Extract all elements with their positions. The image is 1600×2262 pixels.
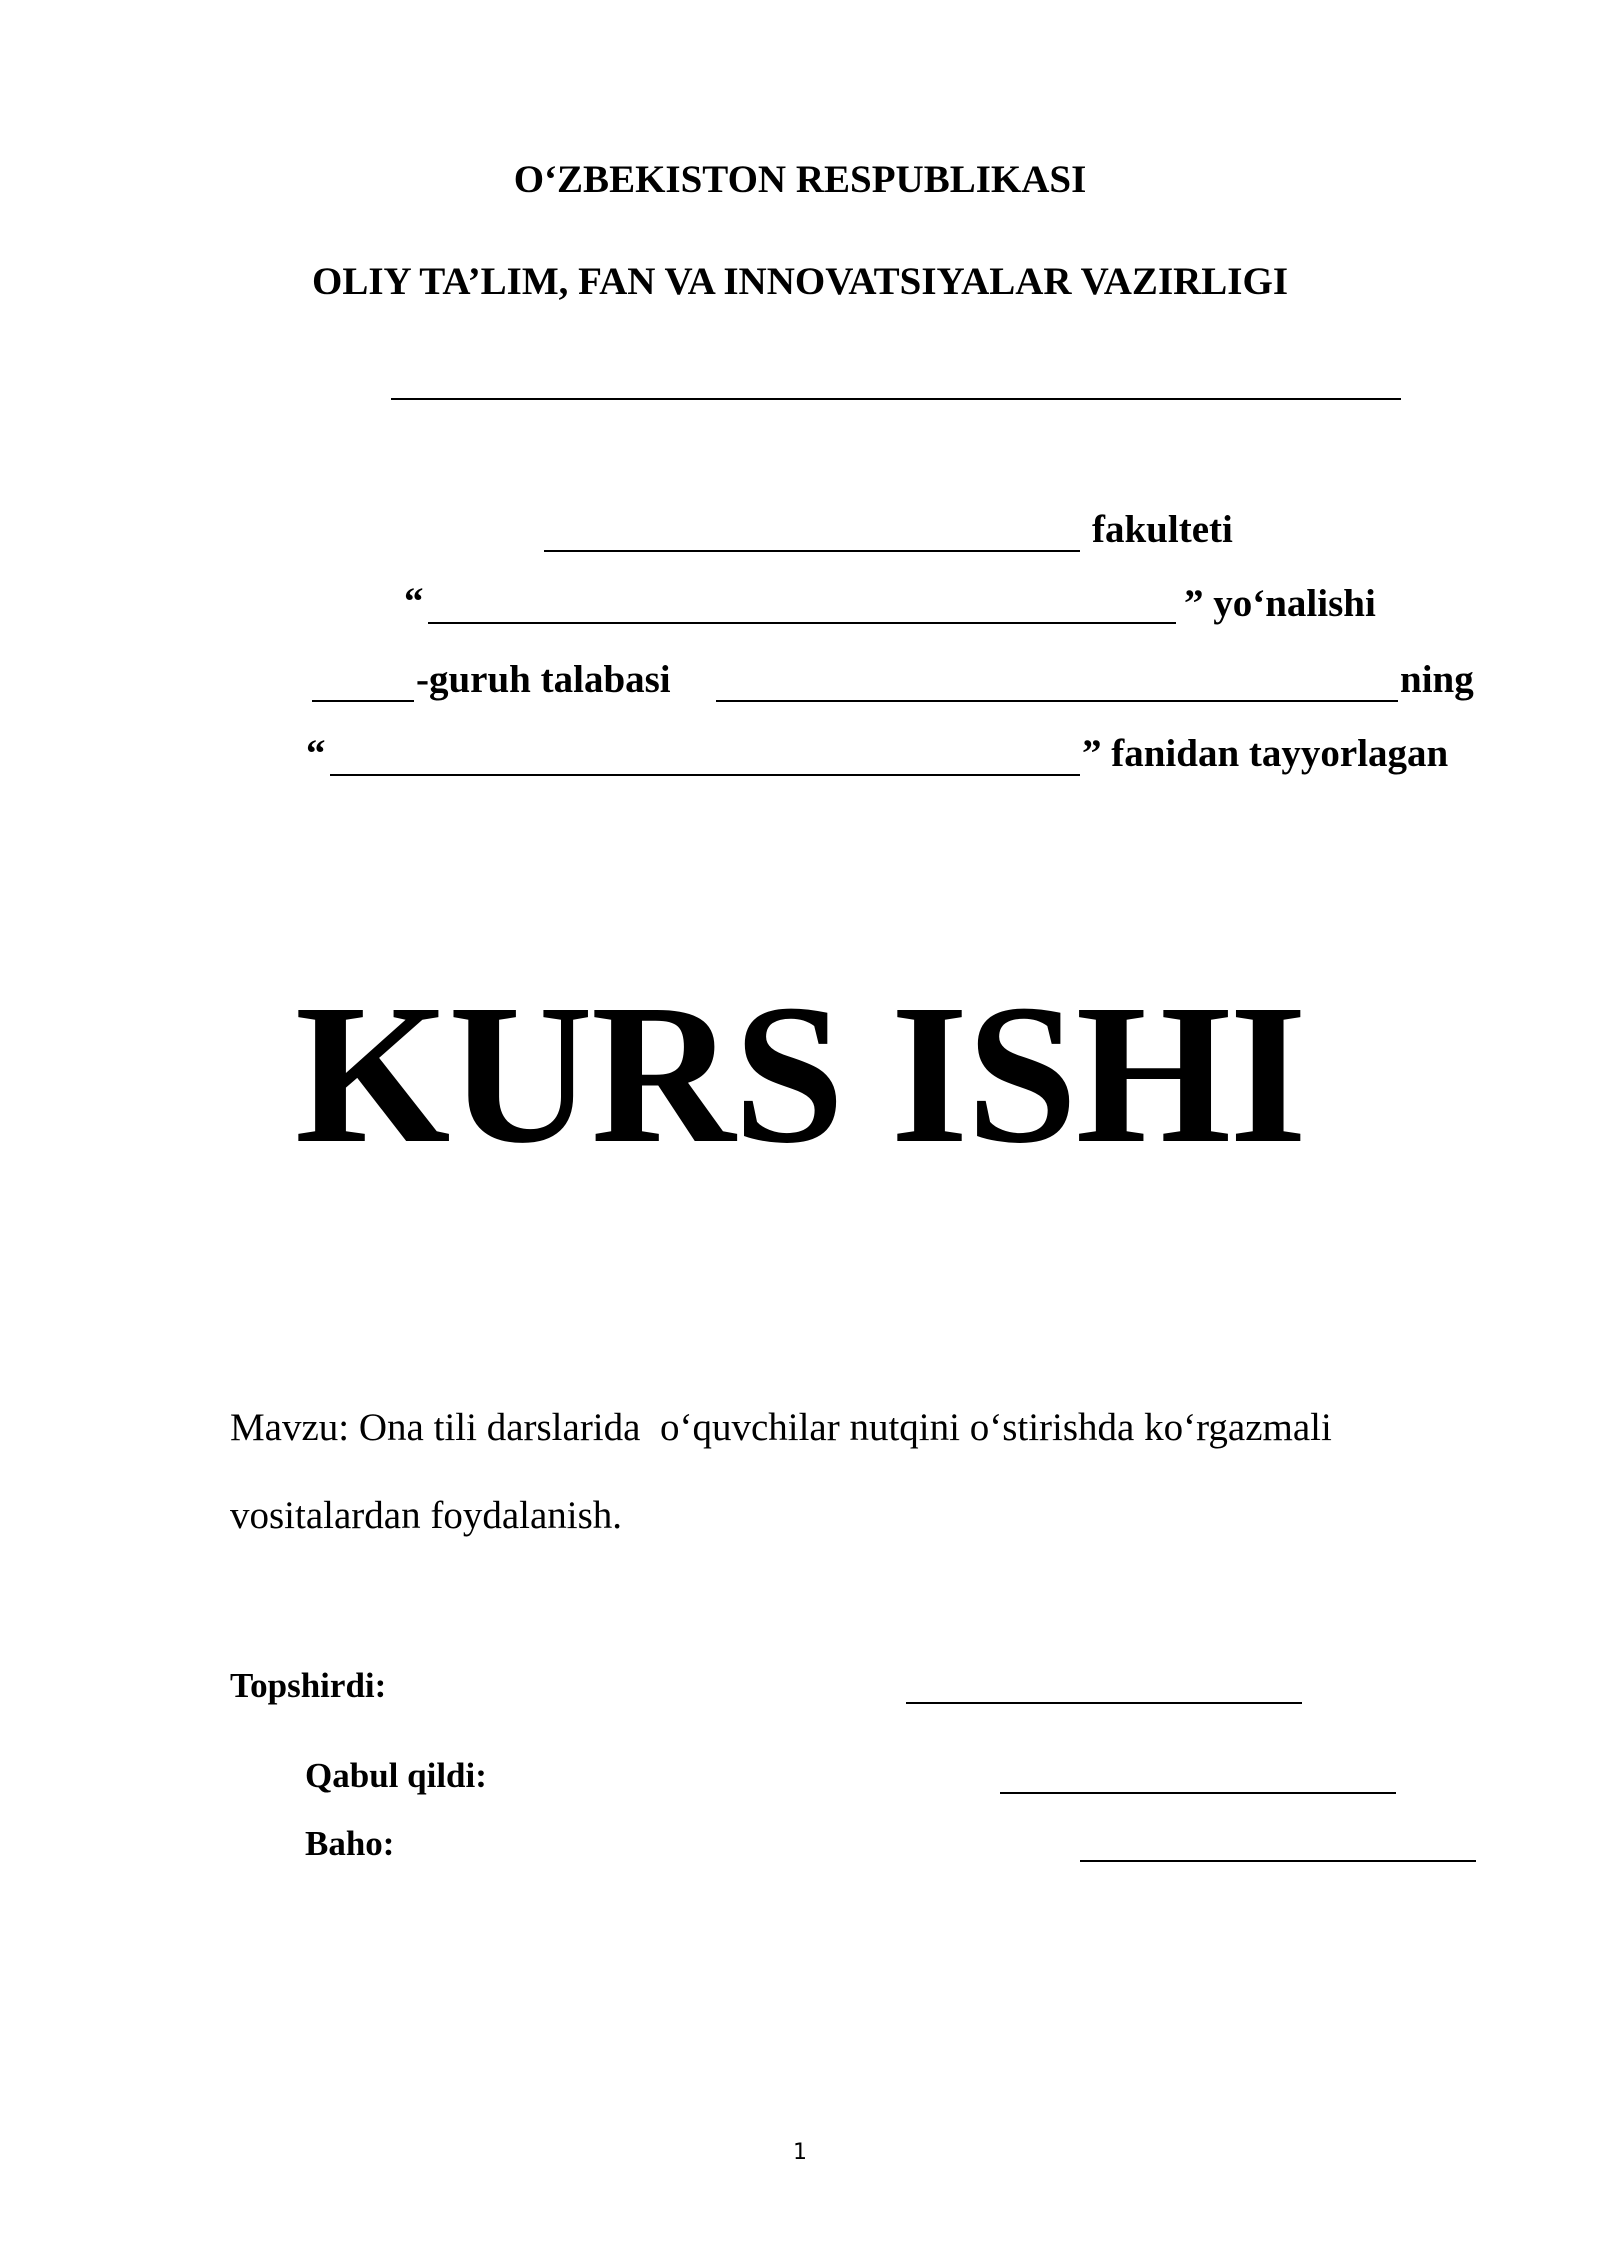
page-number: 1 xyxy=(793,2140,807,2165)
university-blank-line xyxy=(391,398,1401,400)
accepted-blank-line xyxy=(1000,1792,1396,1794)
faculty-blank-line xyxy=(544,550,1080,552)
subject-open-quote: “ xyxy=(306,732,326,775)
topic-block xyxy=(230,1384,1332,1560)
header-ministry: OLIY TA’LIM, FAN VA INNOVATSIYALAR VAZIRLIGI xyxy=(312,260,1288,303)
group-label: -guruh talabasi xyxy=(416,658,671,701)
submitted-label: Topshirdi: xyxy=(230,1666,387,1705)
direction-blank-line xyxy=(428,622,1176,624)
document-title: KURS ISHI xyxy=(294,964,1306,1185)
topic-line-1: Mavzu: Ona tili darslarida o‘quvchilar nutqini o‘stirishda ko‘rgazmali xyxy=(230,1406,1332,1449)
student-blank-line xyxy=(716,700,1398,702)
student-label: ning xyxy=(1400,658,1474,701)
faculty-label: fakulteti xyxy=(1092,508,1233,551)
group-blank-line xyxy=(312,700,414,702)
topic-line-2: vositalardan foydalanish. xyxy=(230,1494,623,1537)
direction-open-quote: “ xyxy=(404,580,424,623)
header-country: O‘ZBEKISTON RESPUBLIKASI xyxy=(513,158,1087,201)
submitted-blank-line xyxy=(906,1702,1302,1704)
grade-label: Baho: xyxy=(305,1824,395,1863)
subject-label: ” fanidan tayyorlagan xyxy=(1082,732,1449,775)
grade-blank-line xyxy=(1080,1860,1476,1862)
direction-label: ” yo‘nalishi xyxy=(1184,582,1376,625)
accepted-label: Qabul qildi: xyxy=(305,1756,487,1795)
subject-blank-line xyxy=(330,774,1080,776)
